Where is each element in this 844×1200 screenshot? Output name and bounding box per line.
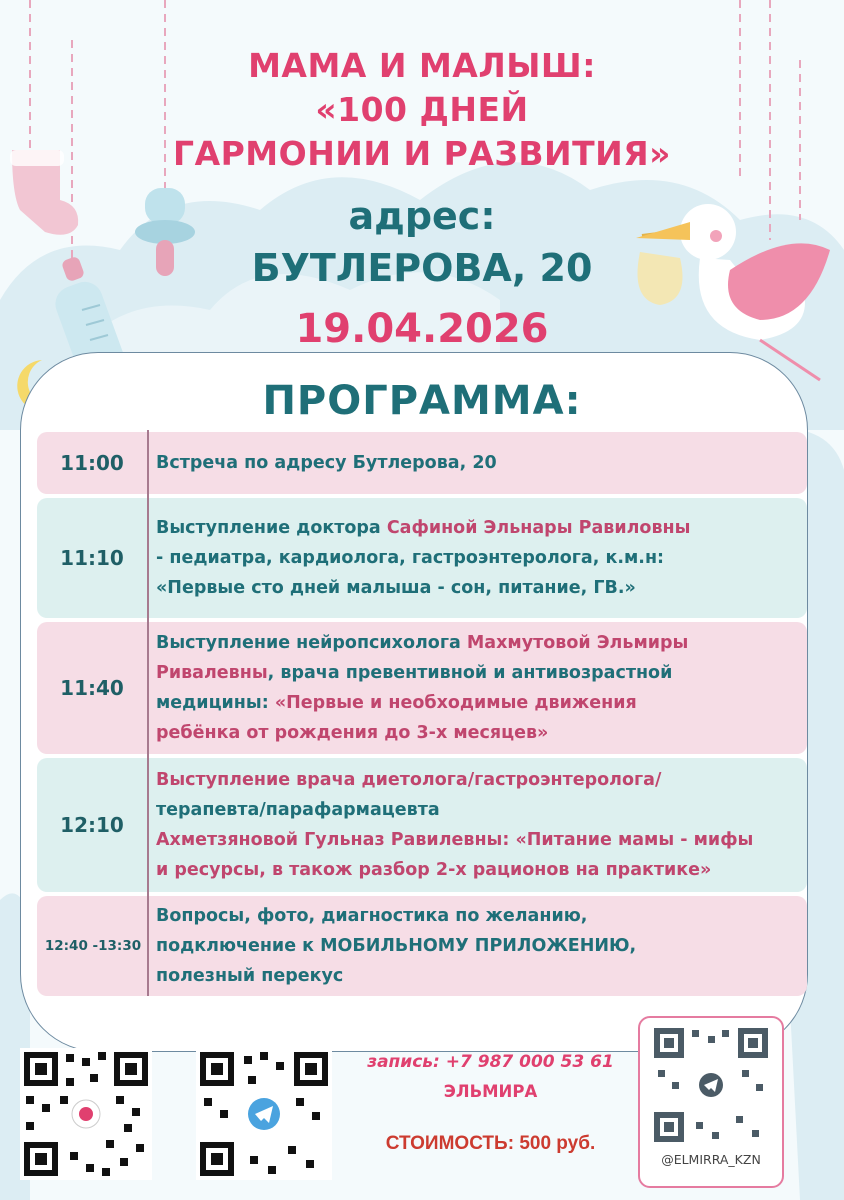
program-time: 12:40 -13:30 bbox=[44, 938, 142, 954]
desc-line: и ресурсы, в також разбор 2-х рационов на практике» bbox=[156, 860, 712, 880]
desc-line: Выступление врача диетолога/гастроэнтеролога/ bbox=[156, 770, 662, 790]
desc-line: подключение к МОБИЛЬНОМУ ПРИЛОЖЕНИЮ, bbox=[156, 936, 637, 956]
price bbox=[348, 1133, 633, 1155]
program-description bbox=[156, 758, 787, 892]
desc-line: полезный перекус bbox=[156, 966, 344, 986]
program-row bbox=[37, 896, 807, 996]
desc-line: Ахметзяновой Гульназ Равилевны: «Питание мамы - мифы bbox=[156, 830, 754, 850]
contact-name: ЭЛЬМИРА bbox=[443, 1082, 538, 1101]
price-value: 500 руб. bbox=[519, 1133, 596, 1154]
desc-line: Ривалевны, врача превентивной и антивозрастной bbox=[156, 663, 673, 683]
program-row bbox=[37, 498, 807, 618]
timeline-divider bbox=[147, 430, 149, 996]
program-time: 11:40 bbox=[60, 676, 124, 700]
program-row bbox=[37, 432, 807, 494]
program-time: 11:10 bbox=[60, 546, 124, 570]
program-description bbox=[156, 622, 787, 754]
desc-line: терапевта/парафармацевта bbox=[156, 800, 440, 820]
event-date: 19.04.2026 bbox=[295, 306, 549, 352]
program-description bbox=[156, 896, 787, 996]
address: БУТЛЕРОВА, 20 bbox=[251, 246, 593, 290]
desc-line: Выступление нейропсихолога Махмутовой Эльмиры bbox=[156, 633, 689, 653]
address-label: адрес: bbox=[348, 194, 496, 238]
desc-line: ребёнка от рождения до 3-х месяцев» bbox=[156, 723, 549, 743]
desc-line: медицины: «Первые и необходимые движения bbox=[156, 693, 637, 713]
title-line-3: ГАРМОНИИ И РАЗВИТИЯ» bbox=[173, 134, 671, 173]
telegram-qr-code[interactable] bbox=[196, 1048, 332, 1180]
title-line-1: МАМА И МАЛЫШ: bbox=[248, 46, 596, 85]
desc-line: Встреча по адресу Бутлерова, 20 bbox=[156, 453, 497, 473]
phone-number[interactable]: запись: +7 987 000 53 61 bbox=[367, 1052, 614, 1072]
desc-line: «Первые сто дней малыша - сон, питание, ГВ.» bbox=[156, 578, 636, 598]
program-time: 11:00 bbox=[60, 451, 124, 475]
event-title bbox=[0, 44, 844, 176]
program-description bbox=[156, 498, 787, 618]
program-row bbox=[37, 622, 807, 754]
desc-line: Вопросы, фото, диагностика по желанию, bbox=[156, 906, 588, 926]
desc-line: Выступление доктора Сафиной Эльнары Равиловны bbox=[156, 518, 691, 538]
price-label: СТОИМОСТЬ: bbox=[385, 1133, 515, 1154]
title-line-2: «100 ДНЕЙ bbox=[315, 90, 529, 129]
program-row bbox=[37, 758, 807, 892]
program-description bbox=[156, 432, 787, 494]
desc-line: - педиатра, кардиолога, гастроэнтеролога, к.м.н: bbox=[156, 548, 665, 568]
qr-code-icon[interactable] bbox=[20, 1048, 152, 1180]
program-time: 12:10 bbox=[60, 813, 124, 837]
social-handle[interactable]: @ELMIRRA_KZN bbox=[661, 1152, 761, 1167]
qr-code-icon bbox=[652, 1026, 770, 1144]
program-heading: ПРОГРАММА: bbox=[262, 378, 582, 424]
